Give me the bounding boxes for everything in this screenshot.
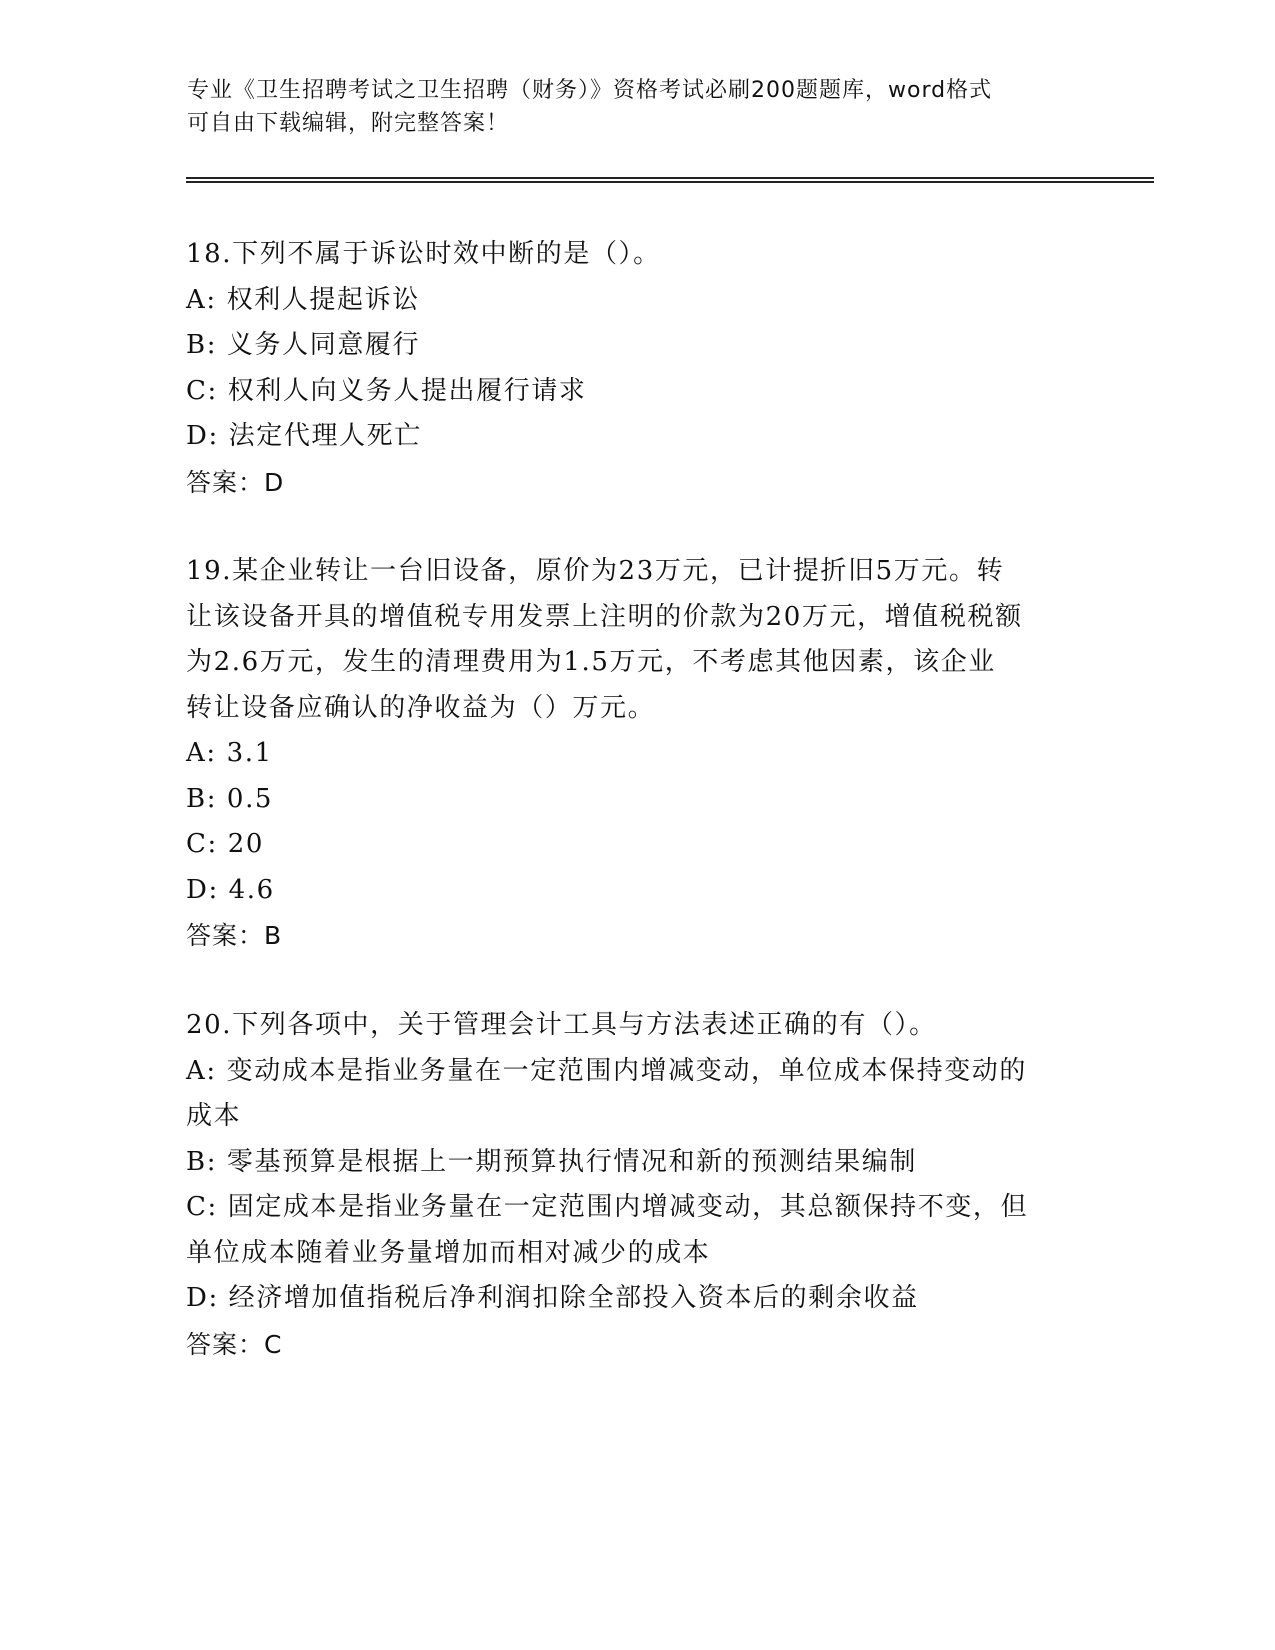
question-18 — [186, 232, 1086, 505]
document-header — [187, 74, 1067, 140]
header-divider — [186, 177, 1154, 183]
option-b: B: 零基预算是根据上一期预算执行情况和新的预测结果编制 — [186, 1146, 917, 1177]
option-a-continued: 成本 — [186, 1101, 242, 1131]
header-line-2: 可自由下载编辑，附完整答案！ — [187, 111, 510, 136]
option-b: B: 义务人同意履行 — [186, 330, 421, 360]
question-stem-line: 18.下列不属于诉讼时效中断的是（）。 — [186, 239, 661, 269]
option-a: A: 变动成本是指业务量在一定范围内增减变动，单位成本保持变动的 — [186, 1055, 1028, 1086]
option-b: B: 0.5 — [186, 783, 274, 814]
option-d: D: 法定代理人死亡 — [186, 421, 422, 451]
answer-line: 答案：D — [186, 467, 285, 497]
question-stem-line: 为2.6万元，发生的清理费用为1.5万元，不考虑其他因素，该企业 — [186, 647, 996, 677]
option-c: C: 20 — [186, 829, 265, 859]
header-line-1: 专业《卫生招聘考试之卫生招聘（财务）》资格考试必刷200题题库，word格式 — [187, 78, 993, 103]
option-c: C: 权利人向义务人提出履行请求 — [186, 375, 587, 406]
question-stem-line: 19.某企业转让一台旧设备，原价为23万元，已计提折旧5万元。转 — [186, 556, 1005, 586]
option-d: D: 4.6 — [186, 874, 275, 905]
question-19 — [186, 549, 1086, 959]
question-20 — [186, 1003, 1086, 1367]
option-d: D: 经济增加值指税后净利润扣除全部投入资本后的剩余收益 — [186, 1283, 919, 1313]
question-stem-line: 转让设备应确认的净收益为（）万元。 — [186, 692, 656, 723]
option-c: C: 固定成本是指业务量在一定范围内增减变动，其总额保持不变，但 — [186, 1192, 1029, 1222]
answer-line: 答案：C — [186, 1329, 283, 1359]
question-stem-line: 20.下列各项中，关于管理会计工具与方法表述正确的有（）。 — [186, 1010, 937, 1040]
answer-line: 答案：B — [186, 921, 283, 950]
option-c-continued: 单位成本随着业务量增加而相对减少的成本 — [186, 1237, 711, 1268]
question-stem-line: 让该设备开具的增值税专用发票上注明的价款为20万元，增值税税额 — [186, 601, 1023, 632]
option-a: A: 权利人提起诉讼 — [186, 284, 420, 315]
option-a: A: 3.1 — [186, 738, 273, 768]
